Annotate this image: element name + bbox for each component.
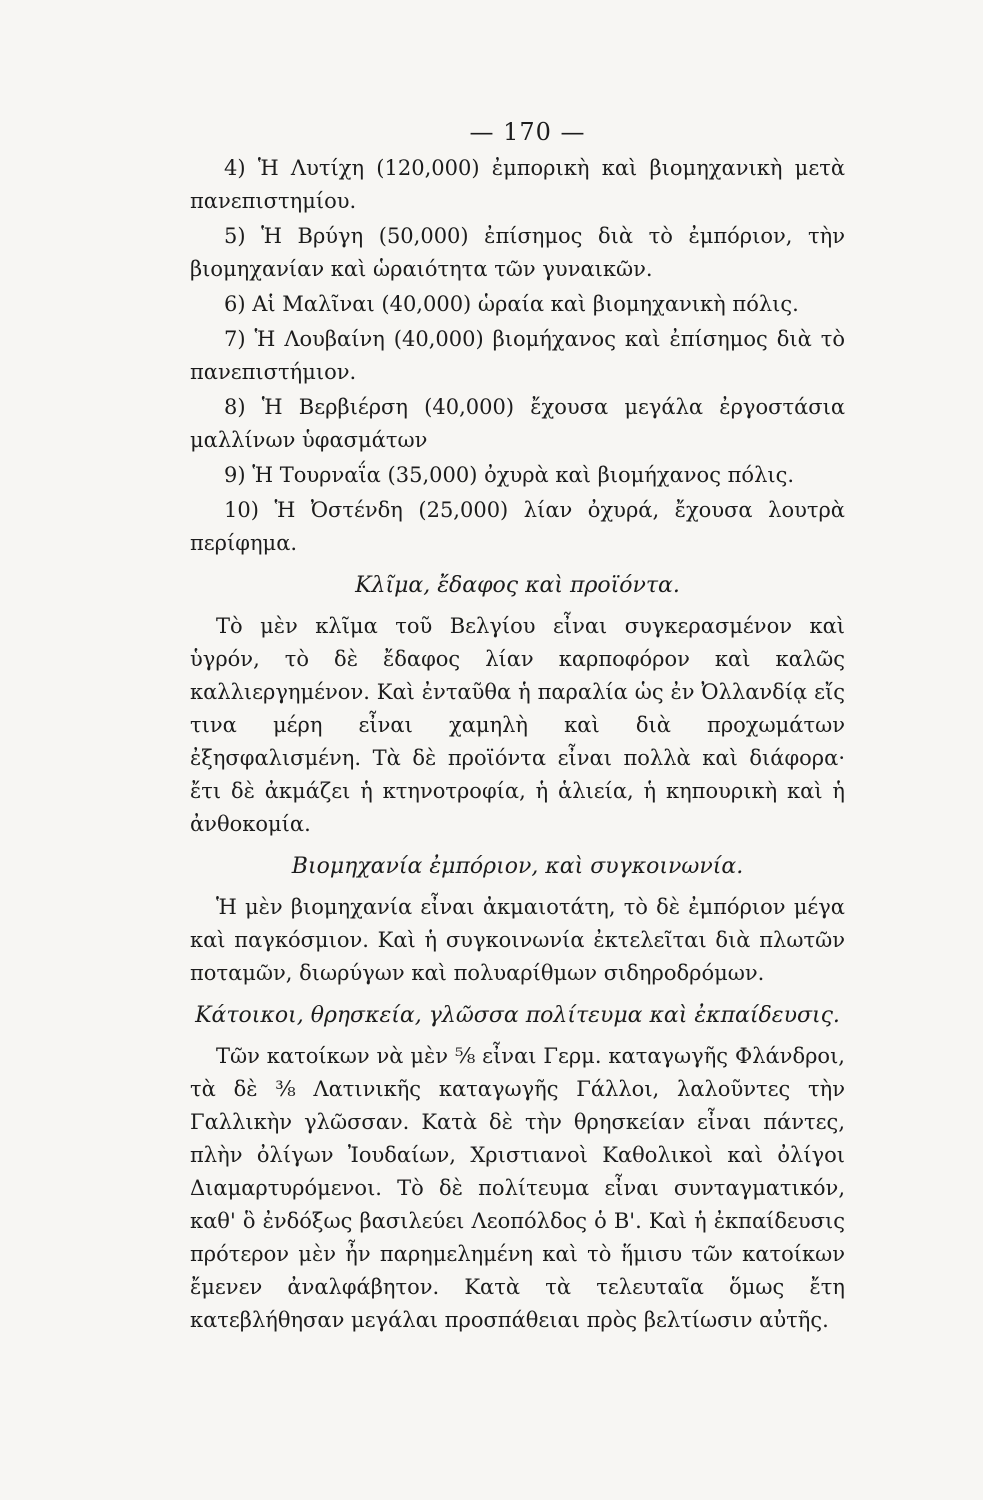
city-list [190, 152, 845, 560]
section-heading-climate: Κλῖμα, ἔδαφος καὶ προϊόντα. [355, 573, 680, 598]
page-number: — 170 — [469, 118, 586, 146]
section-heading-industry: Βιομηχανία ἐμπόριον, καὶ συγκοινωνία. [291, 854, 744, 879]
paragraph-climate: Τὸ μὲν κλῖμα τοῦ Βελγίου εἶναι συγκερασμένον καὶ ὑγρόν, τὸ δὲ ἔδαφος λίαν καρποφόρον καὶ καλῶς καλλιεργημένον. Καὶ ἐνταῦθα ἡ παραλία ὡς ἐν Ὀλλανδίᾳ εἴς τινα μέρη εἶναι χαμηλὴ καὶ διὰ προχωμάτων ἐξησφαλισμένη. Τὰ δὲ προϊόντα εἶναι πολλὰ καὶ διάφορα· ἔτι δὲ ἀκμάζει ἡ κτηνοτροφία, ἡ ἁλιεία, ἡ κηπουρικὴ καὶ ἡ ἀνθοκομία. [190, 614, 845, 836]
list-item: 8) Ἡ Βερβιέρση (40,000) ἔχουσα μεγάλα ἐργοστάσια μαλλίνων ὑφασμάτων [190, 395, 845, 452]
list-item: 5) Ἡ Βρύγη (50,000) ἐπίσημος διὰ τὸ ἐμπόριον, τὴν βιομηχανίαν καὶ ὡραιότητα τῶν γυναικῶν. [190, 224, 845, 281]
list-item: 4) Ἡ Λυτίχη (120,000) ἐμπορικὴ καὶ βιομηχανικὴ μετὰ πανεπιστημίου. [190, 156, 845, 213]
section-heading-inhabitants: Κάτοικοι, θρησκεία, γλῶσσα πολίτευμα καὶ ἐκπαίδευσις. [195, 1003, 840, 1028]
list-item: 10) Ἡ Ὀστένδη (25,000) λίαν ὀχυρά, ἔχουσα λουτρὰ περίφημα. [190, 498, 845, 555]
list-item: 6) Αἱ Μαλῖναι (40,000) ὡραία καὶ βιομηχανικὴ πόλις. [224, 292, 799, 316]
page-body [190, 118, 845, 1337]
paragraph-industry: Ἡ μὲν βιομηχανία εἶναι ἀκμαιοτάτη, τὸ δὲ ἐμπόριον μέγα καὶ παγκόσμιον. Καὶ ἡ συγκοινωνία ἐκτελεῖται διὰ πλωτῶν ποταμῶν, διωρύγων καὶ πολυαρίθμων σιδηροδρόμων. [190, 895, 845, 985]
list-item: 7) Ἡ Λουβαίνη (40,000) βιομήχανος καὶ ἐπίσημος διὰ τὸ πανεπιστήμιον. [190, 327, 845, 384]
list-item: 9) Ἡ Τουρναΐα (35,000) ὀχυρὰ καὶ βιομήχανος πόλις. [224, 463, 795, 487]
paragraph-inhabitants: Τῶν κατοίκων νὰ μὲν ⁵⁄₈ εἶναι Γερμ. καταγωγῆς Φλάνδροι, τὰ δὲ ³⁄₈ Λατινικῆς καταγωγῆς Γάλλοι, λαλοῦντες τὴν Γαλλικὴν γλῶσσαν. Κατὰ δὲ τὴν θρησκείαν εἶναι πάντες, πλὴν ὀλίγων Ἰουδαίων, Χριστιανοὶ Καθολικοὶ καὶ ὀλίγοι Διαμαρτυρόμενοι. Τὸ δὲ πολίτευμα εἶναι συνταγματικόν, καθ' ὃ ἐνδόξως βασιλεύει Λεοπόλδος ὁ Β'. Καὶ ἡ ἐκπαίδευσις πρότερον μὲν ἦν παρημελημένη καὶ τὸ ἥμισυ τῶν κατοίκων ἔμενεν ἀναλφάβητον. Κατὰ τὰ τελευταῖα ὅμως ἔτη κατεβλήθησαν μεγάλαι προσπάθειαι πρὸς βελτίωσιν αὐτῆς. [190, 1044, 845, 1332]
